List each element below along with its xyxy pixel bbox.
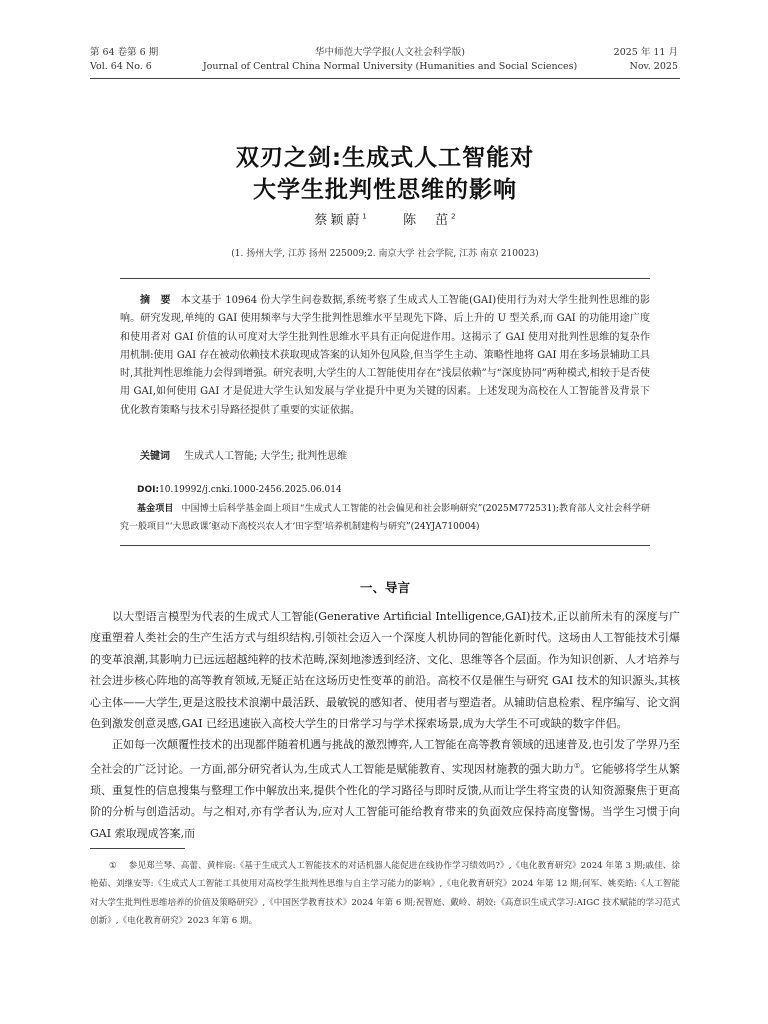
footnote-divider	[90, 848, 185, 849]
issue-date-cn: 2025 年 11 月	[613, 47, 678, 58]
funding-text: 中国博士后科学基金面上项目“生成式人工智能的社会偏见和社会影响研究”(2025M772531);教育部人文社会科学研究一般项目“‘大思政课’驱动下高校兴农人才‘田字型’培养机制建构与研究”(24YJA710004)	[120, 504, 650, 532]
issue-date-en: Nov. 2025	[629, 61, 678, 72]
article-title	[90, 142, 680, 206]
doi-value: 10.19992/j.cnki.1000-2456.2025.06.014	[159, 485, 342, 495]
abstract	[120, 292, 650, 420]
title-line-2: 大学生批判性思维的影响	[253, 177, 517, 203]
funding-label: 基金项目	[137, 504, 174, 514]
body-text	[90, 606, 680, 844]
funding	[120, 500, 650, 536]
doi	[137, 485, 342, 495]
paragraph-2-part-2: 。它能够将学生从繁琐、重复性的信息搜集与整理工作中解放出来,提供个性化的学习路径与即时反馈,从而让学生将宝贵的认知资源聚焦于更高阶的分析与创造活动。与之相对,亦有学者认为,应对人工智能可能给教育带来的负面效应保持高度警惕。当学生习惯于向 GAI 索取现成答案,而	[90, 762, 680, 840]
footnote-text: 参见郑兰琴、高蕾、黄梓宸:《基于生成式人工智能技术的对话机器人能促进在线协作学习绩效吗?》,《电化教育研究》2024 年第 3 期;戚佳、徐艳茹、刘继安等:《生成式人工智能工具使用对高校学生批判性思维与自主学习能力的影响》,《电化教育研究》2024 年第 12 期;何军、姚奕皓:《人工智能对大学生批判性思维培养的价值及策略研究》,《中国医学教育技术》2024 年第 6 期;祝智庭、戴岭、胡姣:《高意识生成式学习:AIGC 技术赋能的学习范式创新》,《电化教育研究》2023 年第 6 期。	[90, 861, 680, 926]
footnote-mark: ①	[109, 861, 117, 871]
author-1-affil-mark: 1	[362, 212, 367, 221]
affiliations: (1. 扬州大学, 江苏 扬州 225009;2. 南京大学 社会学院, 江苏 南京 210023)	[231, 249, 539, 259]
volume-issue-cn: 第 64 卷第 6 期	[90, 47, 159, 58]
volume-issue-en: Vol. 64 No. 6	[90, 61, 152, 72]
title-line-1: 双刃之剑:生成式人工智能对	[235, 145, 535, 171]
author-2: 陈 茁	[403, 213, 452, 228]
abstract-label: 摘 要	[140, 295, 171, 306]
author-2-affil-mark: 2	[451, 212, 456, 221]
abstract-top-rule	[120, 278, 650, 279]
running-header-volume	[90, 46, 158, 74]
section-heading: 一、导言	[359, 580, 410, 595]
doi-label: DOI:	[137, 485, 160, 495]
paragraph-2-part-1: 正如每一次颠覆性技术的出现都伴随着机遇与挑战的激烈博弈,人工智能在高等教育领域的迅速普及,也引发了学界乃至全社会的广泛讨论。一方面,部分研究者认为,生成式人工智能是赋能教育、实现因材施教的强大助力	[90, 738, 680, 776]
abstract-bottom-rule	[120, 545, 650, 546]
footnote-reference: ①	[573, 761, 581, 770]
paragraph-2	[90, 734, 680, 844]
journal-name-en: Journal of Central China Normal University (Humanities and Social Sciences)	[202, 61, 578, 72]
keywords	[140, 447, 650, 462]
journal-name-cn: 华中师范大学学报(人文社会科学版)	[315, 47, 465, 58]
paragraph-1: 以大型语言模型为代表的生成式人工智能(Generative Artificial Intelligence,GAI)技术,正以前所未有的深度与广度重塑着人类社会的生产生活方式与组织结构,引领社会迈入一个深度人机协同的智能化新时代。这场由人工智能技术引爆的变革浪潮,其影响力已远远超越纯粹的技术范畴,深刻地渗透到经济、文化、思维等各个层面。作为知识创新、人才培养与社会进步核心阵地的高等教育领域,无疑正站在这场历史性变革的前沿。高校不仅是催生与研究 GAI 技术的知识源头,其核心主体——大学生,更是这股技术浪潮中最活跃、最敏锐的感知者、使用者与塑造者。从辅助信息检索、程序编写、论文润色到激发创意灵感,GAI 已经迅速嵌入高校大学生的日常学习与学术探索场景,成为大学生不可或缺的数字伴侣。	[90, 610, 680, 731]
running-header-date	[614, 46, 678, 74]
header-divider	[90, 78, 680, 79]
footnote	[90, 857, 680, 930]
author-1: 蔡颖蔚	[314, 213, 363, 228]
keywords-text: 生成式人工智能; 大学生; 批判性思维	[184, 451, 348, 462]
keywords-label: 关键词	[140, 451, 170, 462]
abstract-text: 本文基于 10964 份大学生问卷数据,系统考察了生成式人工智能(GAI)使用行为对大学生批判性思维的影响。研究发现,单纯的 GAI 使用频率与大学生批判性思维水平呈现先下降、后上升的 U 型关系,而 GAI 的功能用途广度和使用者对 GAI 价值的认可度对大学生批判性思维水平具有正向促进作用。这揭示了 GAI 使用对批判性思维的复杂作用机制:使用 GAI 存在被动依赖技术获取现成答案的认知外包风险,但当学生主动、策略性地将 GAI 用在多场景辅助工具时,其批判性思维能力会得到增强。研究表明,大学生的人工智能使用存在“浅层依赖”与“深度协同”两种模式,相较于是否使用 GAI,如何使用 GAI 才是促进大学生认知发展与学业提升中更为关键的因素。上述发现为高校在人工智能普及背景下优化教育策略与技术引导路径提供了重要的实证依据。	[120, 295, 650, 416]
author-line	[90, 209, 680, 228]
running-header-journal	[190, 46, 590, 74]
